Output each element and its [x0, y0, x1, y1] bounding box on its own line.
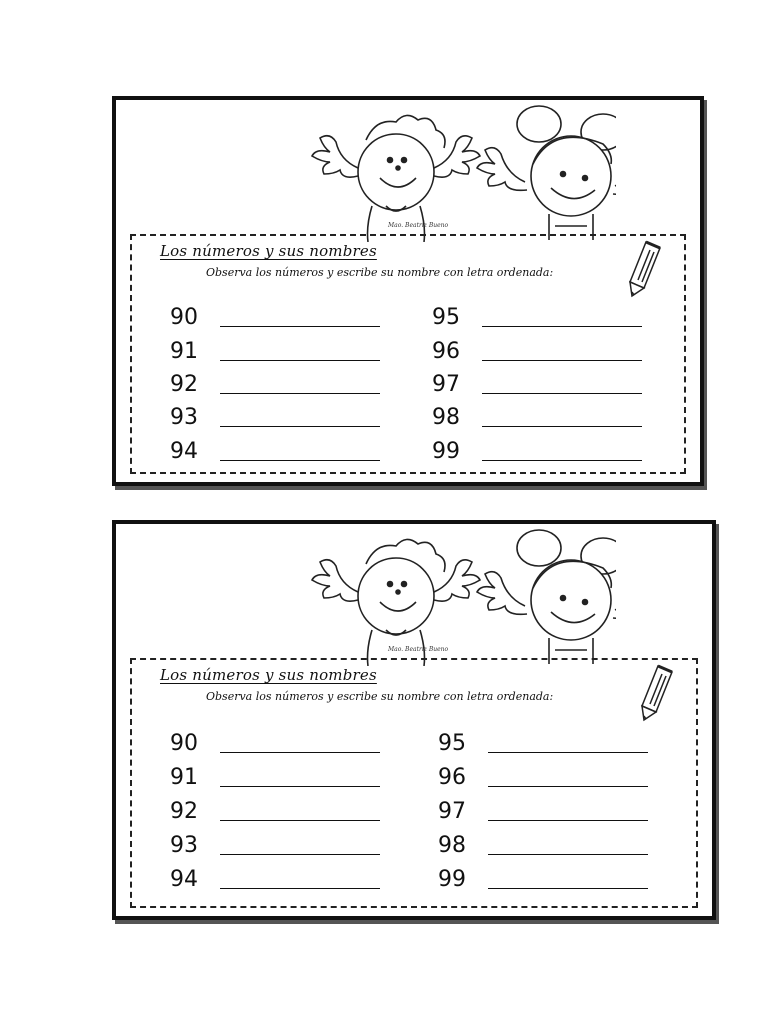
number-row [432, 406, 642, 430]
number-label: 97 [438, 799, 466, 824]
number-label: 96 [438, 765, 466, 790]
number-row [438, 800, 648, 824]
answer-line[interactable] [220, 751, 380, 753]
answer-line[interactable] [482, 392, 642, 394]
children-illustration [216, 102, 616, 242]
answer-line[interactable] [220, 819, 380, 821]
worksheet-instruction: Observa los números y escribe su nombre con letra ordenada: [206, 266, 554, 279]
number-row [170, 373, 380, 397]
number-label: 95 [438, 731, 466, 756]
pencil-icon [624, 240, 662, 300]
answer-line[interactable] [220, 853, 380, 855]
number-row [170, 732, 380, 756]
number-row [170, 306, 380, 330]
number-row [170, 834, 380, 858]
number-row [438, 868, 648, 892]
number-label: 96 [432, 339, 460, 364]
answer-line[interactable] [488, 853, 648, 855]
worksheet-title: Los números y sus nombres [160, 666, 377, 684]
number-label: 92 [170, 799, 198, 824]
answer-line[interactable] [220, 887, 380, 889]
number-row [170, 440, 380, 464]
answer-line[interactable] [488, 887, 648, 889]
number-row [432, 340, 642, 364]
answer-line[interactable] [220, 425, 380, 427]
answer-line[interactable] [482, 425, 642, 427]
answer-line[interactable] [488, 785, 648, 787]
number-row [432, 373, 642, 397]
number-row [438, 766, 648, 790]
answer-line[interactable] [220, 359, 380, 361]
worksheet-title: Los números y sus nombres [160, 242, 377, 260]
number-label: 90 [170, 731, 198, 756]
children-illustration [216, 526, 616, 666]
answer-line[interactable] [220, 325, 380, 327]
number-label: 94 [170, 867, 198, 892]
answer-line[interactable] [482, 325, 642, 327]
number-row [170, 868, 380, 892]
answer-line[interactable] [220, 459, 380, 461]
number-label: 99 [432, 439, 460, 464]
number-row [170, 406, 380, 430]
number-label: 90 [170, 305, 198, 330]
number-row [170, 766, 380, 790]
answer-line[interactable] [220, 392, 380, 394]
number-label: 98 [438, 833, 466, 858]
number-label: 94 [170, 439, 198, 464]
number-row [170, 800, 380, 824]
answer-line[interactable] [488, 819, 648, 821]
number-label: 99 [438, 867, 466, 892]
answer-line[interactable] [488, 751, 648, 753]
illustration-credit: Mao. Beatriz Bueno [388, 646, 449, 653]
worksheet-instruction: Observa los números y escribe su nombre con letra ordenada: [206, 690, 554, 703]
worksheet-card-1 [112, 96, 704, 486]
number-row [438, 732, 648, 756]
answer-line[interactable] [482, 359, 642, 361]
number-label: 95 [432, 305, 460, 330]
exercise-panel [130, 234, 686, 474]
number-label: 92 [170, 372, 198, 397]
number-label: 98 [432, 405, 460, 430]
number-label: 91 [170, 765, 198, 790]
number-row [432, 306, 642, 330]
number-label: 91 [170, 339, 198, 364]
worksheet-card-2 [112, 520, 716, 920]
number-row [438, 834, 648, 858]
pencil-icon [636, 664, 674, 724]
illustration-credit: Mao. Beatriz Bueno [388, 222, 449, 229]
answer-line[interactable] [220, 785, 380, 787]
answer-line[interactable] [482, 459, 642, 461]
number-row [432, 440, 642, 464]
number-row [170, 340, 380, 364]
number-label: 93 [170, 405, 198, 430]
number-label: 93 [170, 833, 198, 858]
number-label: 97 [432, 372, 460, 397]
exercise-panel [130, 658, 698, 908]
